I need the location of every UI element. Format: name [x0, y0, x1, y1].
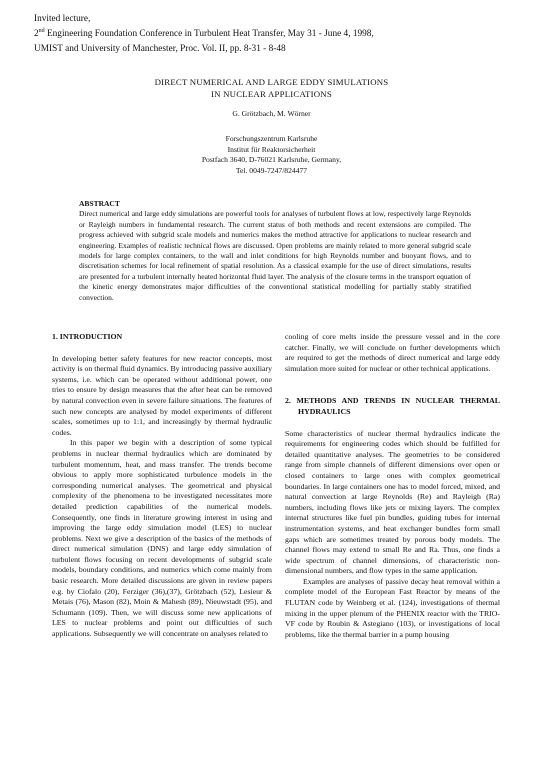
affiliation	[0, 134, 543, 176]
header-conference-name: Engineering Foundation Conference in Turbulent Heat Transfer, May 31 - June 4, 1998,	[44, 29, 374, 39]
methods-paragraph-2: Examples are analyses of passive decay heat removal within a complete model of the European Fast Reactor by means of the FLUTAN code by Weinberg et al. (124), investigations of thermal mixing in the upper plenum of the PHENIX reactor with the TRIO-VF code by Roubin & Astegiano (103), or investigations of local problems, like the thermal barrier in a pump housing	[285, 576, 500, 639]
abstract-heading: ABSTRACT	[79, 199, 120, 208]
header-line-2	[34, 27, 514, 42]
section-1-heading: 1. INTRODUCTION	[52, 332, 123, 341]
header-edition-number: 2	[34, 29, 39, 39]
abstract	[79, 199, 471, 303]
title-line-2: IN NUCLEAR APPLICATIONS	[211, 88, 332, 99]
header-line-1: Invited lecture,	[34, 14, 91, 24]
header-line-3: UMIST and University of Manchester, Proc. Vol. II, pp. 8-31 - 8-48	[34, 44, 286, 54]
abstract-text: Direct numerical and large eddy simulations are powerful tools for analyses of turbulent flows at low, respectively large Reynolds or Rayleigh numbers in fundamental research. The current status of both methods and recent extensions are compiled. The progress achieved with subgrid scale models and numerics makes the method attractive for applications to nuclear research and engineering. Examples of realistic technical flows are discussed. Open problems are mainly related to more general subgrid scale models for large complex containers, to the wall and inlet conditions for high Reynolds number and buoyant flows, and to discretisation schemes for local refinement of spatial resolution. As a classical example for the use of direct simulations, results are presented for a turbulent internally heated horizontal fluid layer. The analysis of the closure terms in the transport equation of the kinetic energy demonstrates major difficulties of the conventional statistical modelling for partially stably stratified convection.	[79, 209, 471, 302]
affiliation-line-1: Forschungszentrum Karlsruhe	[225, 134, 318, 143]
header-edition-suffix: nd	[38, 27, 45, 34]
section-2-heading: 2. METHODS AND TRENDS IN NUCLEAR THERMAL HYDRAULICS	[285, 396, 500, 416]
conference-header	[34, 12, 514, 57]
intro-paragraph-continued: cooling of core melts inside the pressure vessel and in the core catcher. Finally, we will conclude on further developments which are required to get the methods of direct numerical and large eddy simulation more suited for nuclear or other technical applications.	[285, 332, 500, 373]
affiliation-line-3: Postfach 3640, D-76021 Karlsruhe, Germany,	[201, 155, 342, 164]
intro-paragraph-1: In developing better safety features for new reactor concepts, most activity is on thermal fluid dynamics. By introducing passive auxiliary systems, i.e. which can be operated without additional power, one tries to ensure by design measures that the after heat can be removed by natural convection even in severe failure situations. The features of such new concepts are analysed by model experiments of different scales, sometimes up to 1:1, and increasingly by thermal hydraulic codes.	[52, 353, 273, 437]
affiliation-line-4: Tel. 0049-7247/824477	[235, 165, 308, 175]
title-line-1: DIRECT NUMERICAL AND LARGE EDDY SIMULATIONS	[154, 77, 389, 87]
intro-paragraph-2: In this paper we begin with a description of some typical problems in nuclear thermal hydraulics which are dominated by turbulent momentum, heat, and mass transfer. The trends become obvious to apply more sophisticated turbulence models in the corresponding numerical analyses. The geometrical and physical complexity of the phenomena to be investigated necessitates more detailed prediction capabilities of the numerical models. Consequently, one finds in literature growing interest in using and improving the large eddy simulation model (LES) to nuclear problems. Next we give a description of the basics of the methods of direct numerical simulation (DNS) and large eddy simulation of turbulent flows focusing on recent developments of subgrid scale models, boundary conditions, and numerics which come mainly from basic research. More detailed discussions are given in review papers e.g. by Ciofalo (20), Ferziger (36),(37), Grötzbach (52), Lesieur & Metais (76), Mason (82), Moin & Mahesh (89), Nieuwstadt (95), and Schumann (109). Then, we will discuss some new applications of LES to nuclear problems and point out difficulties of such applications. Subsequently we will concentrate on analyses related to	[52, 438, 272, 639]
methods-paragraph-1: Some characteristics of nuclear thermal hydraulics indicate the requirements for engineering codes which should be fulfilled for detailed quantitative analyses. The geometries to be considered range from simple channels of different dimensions over open or closed containers to large ones with complex geometrical boundaries. In large containers one has to model forced, mixed, and natural convection at large Reynolds (Re) and Rayleigh (Ra) numbers, including flows like jets or mixing layers. The complex internal structures like fuel pin bundles, guiding tubes for internal instrumentation systems, and heat exchanger bundles form small gaps which are sometimes treated by porous body models. The channel flows may extend to small Re and Ra. Thus, one finds a wide spectrum of channel dimensions, of characteristic non-dimensional numbers, and flow types in the same application.	[285, 428, 500, 576]
right-column	[285, 332, 500, 640]
left-column	[52, 332, 272, 640]
affiliation-line-2: Institut für Reaktorsicherheit	[227, 144, 316, 154]
authors: G. Grötzbach, M. Wörner	[232, 109, 311, 118]
paper-title	[0, 77, 543, 100]
